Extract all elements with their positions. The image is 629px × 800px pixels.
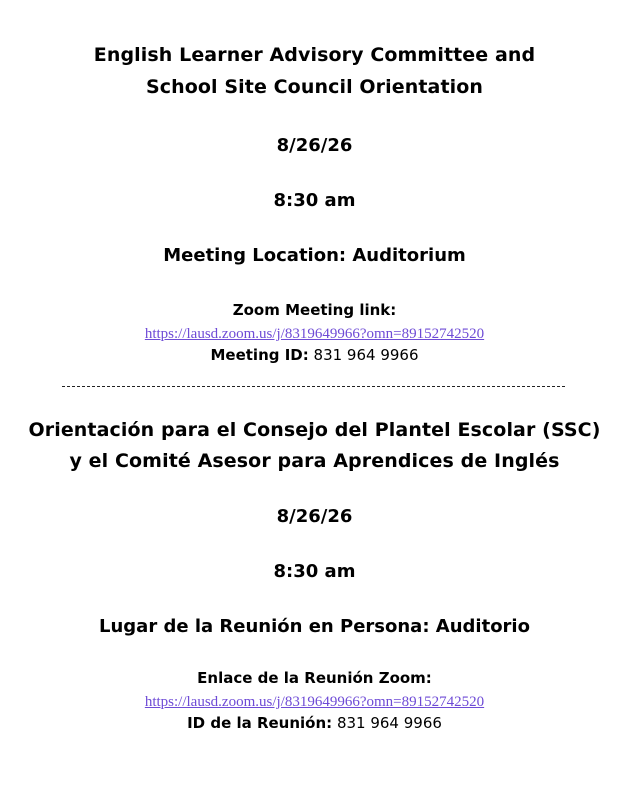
english-meeting-time: 8:30 am xyxy=(273,190,356,211)
english-zoom-label: Zoom Meeting link: xyxy=(232,301,397,319)
spanish-zoom-link-row xyxy=(0,691,629,711)
english-meeting-date: 8/26/26 xyxy=(276,135,353,156)
spanish-zoom-link[interactable]: https://lausd.zoom.us/j/8319649966?omn=89152742520 xyxy=(144,694,485,710)
spanish-zoom-label: Enlace de la Reunión Zoom: xyxy=(197,669,432,687)
spanish-meeting-id xyxy=(0,714,629,732)
english-meeting-location: Meeting Location: Auditorium xyxy=(163,245,466,266)
spanish-meeting-time: 8:30 am xyxy=(273,561,356,582)
english-title-line-1: English Learner Advisory Committee and xyxy=(93,44,536,66)
spanish-meeting-id-label: ID de la Reunión: xyxy=(187,714,333,732)
spanish-title-line-2: y el Comité Asesor para Aprendices de Inglés xyxy=(69,450,560,472)
section-divider xyxy=(62,386,565,387)
english-zoom-link-row xyxy=(0,323,629,343)
spanish-meeting-date: 8/26/26 xyxy=(276,506,353,527)
spanish-meeting-id-value: 831 964 9966 xyxy=(336,714,442,732)
spanish-title-line-1: Orientación para el Consejo del Plantel Escolar (SSC) xyxy=(28,419,601,441)
spanish-meeting-location: Lugar de la Reunión en Persona: Auditorio xyxy=(99,616,530,637)
english-meeting-id-value: 831 964 9966 xyxy=(313,346,419,364)
english-title-line-2: School Site Council Orientation xyxy=(145,76,484,98)
english-meeting-id xyxy=(0,346,629,364)
english-zoom-link[interactable]: https://lausd.zoom.us/j/8319649966?omn=89152742520 xyxy=(144,326,485,342)
english-meeting-id-label: Meeting ID: xyxy=(210,346,309,364)
